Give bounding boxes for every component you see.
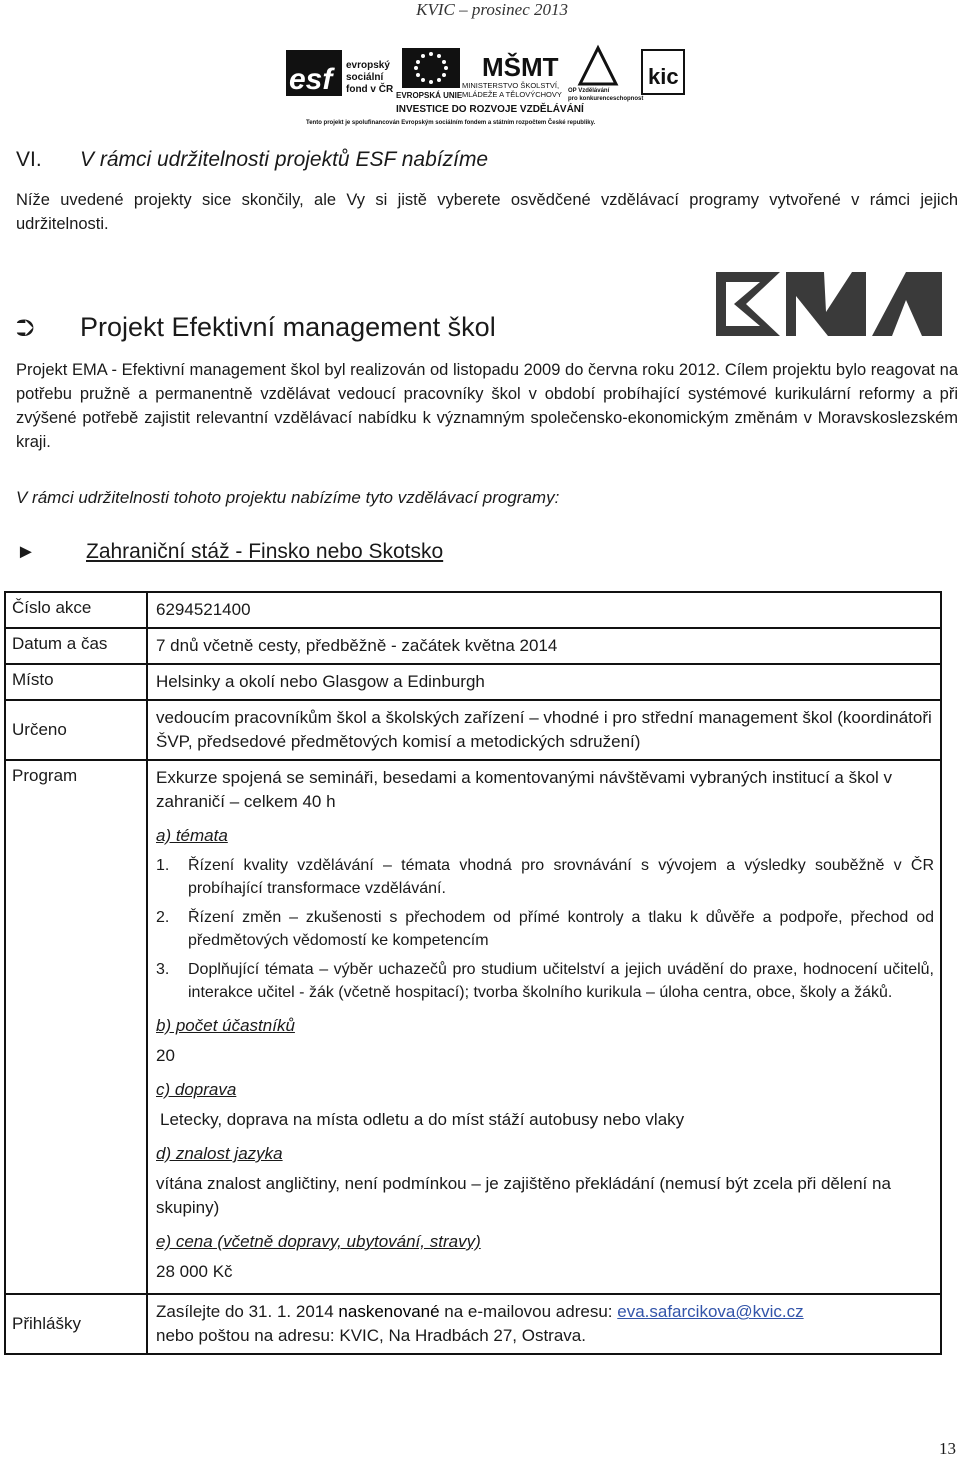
ema-logo	[716, 272, 942, 336]
row-urceno	[5, 700, 941, 760]
esf-sub1: evropský	[346, 60, 390, 71]
value-urceno: vedoucím pracovníkům škol a školských zařízení – vhodné i pro střední management škol (koordinátoři ŠVP, předsedové předmětových komisí a metodických sdružení)	[147, 700, 941, 760]
row-cislo	[5, 592, 941, 628]
esf-sub3: fond v ČR	[346, 84, 394, 95]
label-urceno: Určeno	[5, 700, 147, 760]
op-text2: pro konkurenceschopnost	[568, 96, 644, 102]
msmt-sub1: MINISTERSTVO ŠKOLSTVÍ,	[462, 81, 560, 90]
language-label: d) znalost jazyka	[156, 1144, 283, 1163]
op-logo-icon	[580, 48, 616, 84]
program-title: Zahraniční stáž - Finsko nebo Skotsko	[86, 540, 444, 563]
section-intro: Níže uvedené projekty sice skončily, ale Vy si jistě vyberete osvědčené vzdělávací programy vytvořené v rámci jejich udržitelnosti.	[16, 191, 958, 233]
program-heading	[16, 540, 443, 564]
program-intro: Exkurze spojená se semináři, besedami a komentovanými návštěvami vybraných institucí a škol v zahraničí – celkem 40 h	[156, 768, 893, 811]
esf-sub2: sociální	[346, 72, 384, 83]
project-offer: V rámci udržitelnosti tohoto projektu nabízíme tyto vzdělávací programy:	[16, 488, 560, 507]
project-title: Projekt Efektivní management škol	[80, 312, 496, 342]
esf-logo-text: esf	[289, 63, 333, 96]
item-text: Řízení kvality vzdělávání – témata vhodná pro srovnávání s vývojem a výsledky souběžně v ČR probíhající transformace vzdělávání.	[188, 857, 934, 897]
themes-label: a) témata	[156, 826, 228, 845]
item-text: Doplňující témata – výběr uchazečů pro studium učitelství a jejich uvádění do praxe, hodnocení učitelů, interakce učitel - žák (včetně hospitací); tvorba školního kurikula – úloha centra, obce, školy a žáků.	[188, 961, 934, 1001]
price-label: e) cena (včetně dopravy, ubytování, stravy)	[156, 1232, 481, 1251]
value-prihlasky	[147, 1294, 941, 1354]
row-datum	[5, 628, 941, 664]
prihlasky-strong: naskenované	[338, 1302, 440, 1321]
msmt-sub2: MLÁDEŽE A TĚLOVÝCHOVY	[462, 90, 562, 99]
esf-logo-strip	[286, 44, 686, 128]
invest-text: INVESTICE DO ROZVOJE VZDĚLÁVÁNÍ	[396, 104, 584, 115]
list-item	[156, 854, 934, 900]
participants-label: b) počet účastníků	[156, 1016, 295, 1035]
value-datum: 7 dnů včetně cesty, předběžně - začátek května 2014	[147, 628, 941, 664]
project-description: Projekt EMA - Efektivní management škol byl realizován od listopadu 2009 do června roku 2012. Cílem projektu bylo reagovat na potřebu pružně a permanentně vzdělávat vedoucí pracovníky škol v období probíhající systémové kurikulární reformy a při zvýšené potřebě zajistit relevantní vzdělávací nabídku k významným společensko-ekonomickým změnám v Moravskoslezském kraji.	[16, 361, 958, 451]
program-table	[4, 591, 942, 1355]
label-cislo: Číslo akce	[5, 592, 147, 628]
arrow-right-icon: ⮊	[16, 315, 35, 342]
list-item	[156, 958, 934, 1004]
value-misto: Helsinky a okolí nebo Glasgow a Edinburgh	[147, 664, 941, 700]
label-prihlasky: Přihlášky	[5, 1294, 147, 1354]
cofin-text: Tento projekt je spolufinancován Evropským sociálním fondem a státním rozpočtem České republiky.	[306, 120, 596, 126]
kic-logo-text: kic	[648, 64, 679, 89]
page-number: 13	[939, 1439, 956, 1458]
value-program	[147, 760, 941, 1294]
prihlasky-pre: Zasílejte do 31. 1. 2014	[156, 1302, 334, 1321]
section-title: V rámci udržitelnosti projektů ESF nabízíme	[80, 148, 489, 171]
project-heading	[16, 312, 496, 343]
item-text: Řízení změn – zkušenosti s přechodem od přímé kontroly a tlaku k důvěře a podpoře, přechod od předmětových vědomostí ke kompetencím	[188, 909, 934, 949]
section-heading	[16, 148, 488, 172]
item-number: 3.	[156, 961, 170, 978]
item-number: 2.	[156, 909, 170, 926]
msmt-logo-text: MŠMT	[482, 52, 559, 82]
prihlasky-post: nebo poštou na adresu: KVIC, Na Hradbách 27, Ostrava.	[156, 1326, 586, 1345]
label-datum: Datum a čas	[5, 628, 147, 664]
price-value: 28 000 Kč	[156, 1262, 233, 1281]
row-prihlasky	[5, 1294, 941, 1354]
label-program: Program	[5, 760, 147, 1294]
header-title: KVIC – prosinec 2013	[416, 0, 568, 19]
item-number: 1.	[156, 857, 170, 874]
transport-value: Letecky, doprava na místa odletu a do míst stáží autobusy nebo vlaky	[160, 1110, 685, 1129]
triangle-bullet-icon: ►	[16, 541, 36, 563]
eu-text: EVROPSKÁ UNIE	[396, 91, 463, 100]
label-misto: Místo	[5, 664, 147, 700]
language-value: vítána znalost angličtiny, není podmínkou – je zajištěno překládání (nemusí být zcela při dělení na skupiny)	[156, 1174, 891, 1217]
section-number: VI.	[16, 148, 42, 171]
row-misto	[5, 664, 941, 700]
transport-label: c) doprava	[156, 1080, 237, 1099]
list-item	[156, 906, 934, 952]
row-program	[5, 760, 941, 1294]
value-cislo: 6294521400	[147, 592, 941, 628]
participants-value: 20	[156, 1046, 175, 1065]
prihlasky-mid: na e-mailovou adresu:	[444, 1302, 613, 1321]
op-text1: OP Vzdělávání	[568, 88, 610, 94]
email-link[interactable]: eva.safarcikova@kvic.cz	[617, 1302, 804, 1321]
